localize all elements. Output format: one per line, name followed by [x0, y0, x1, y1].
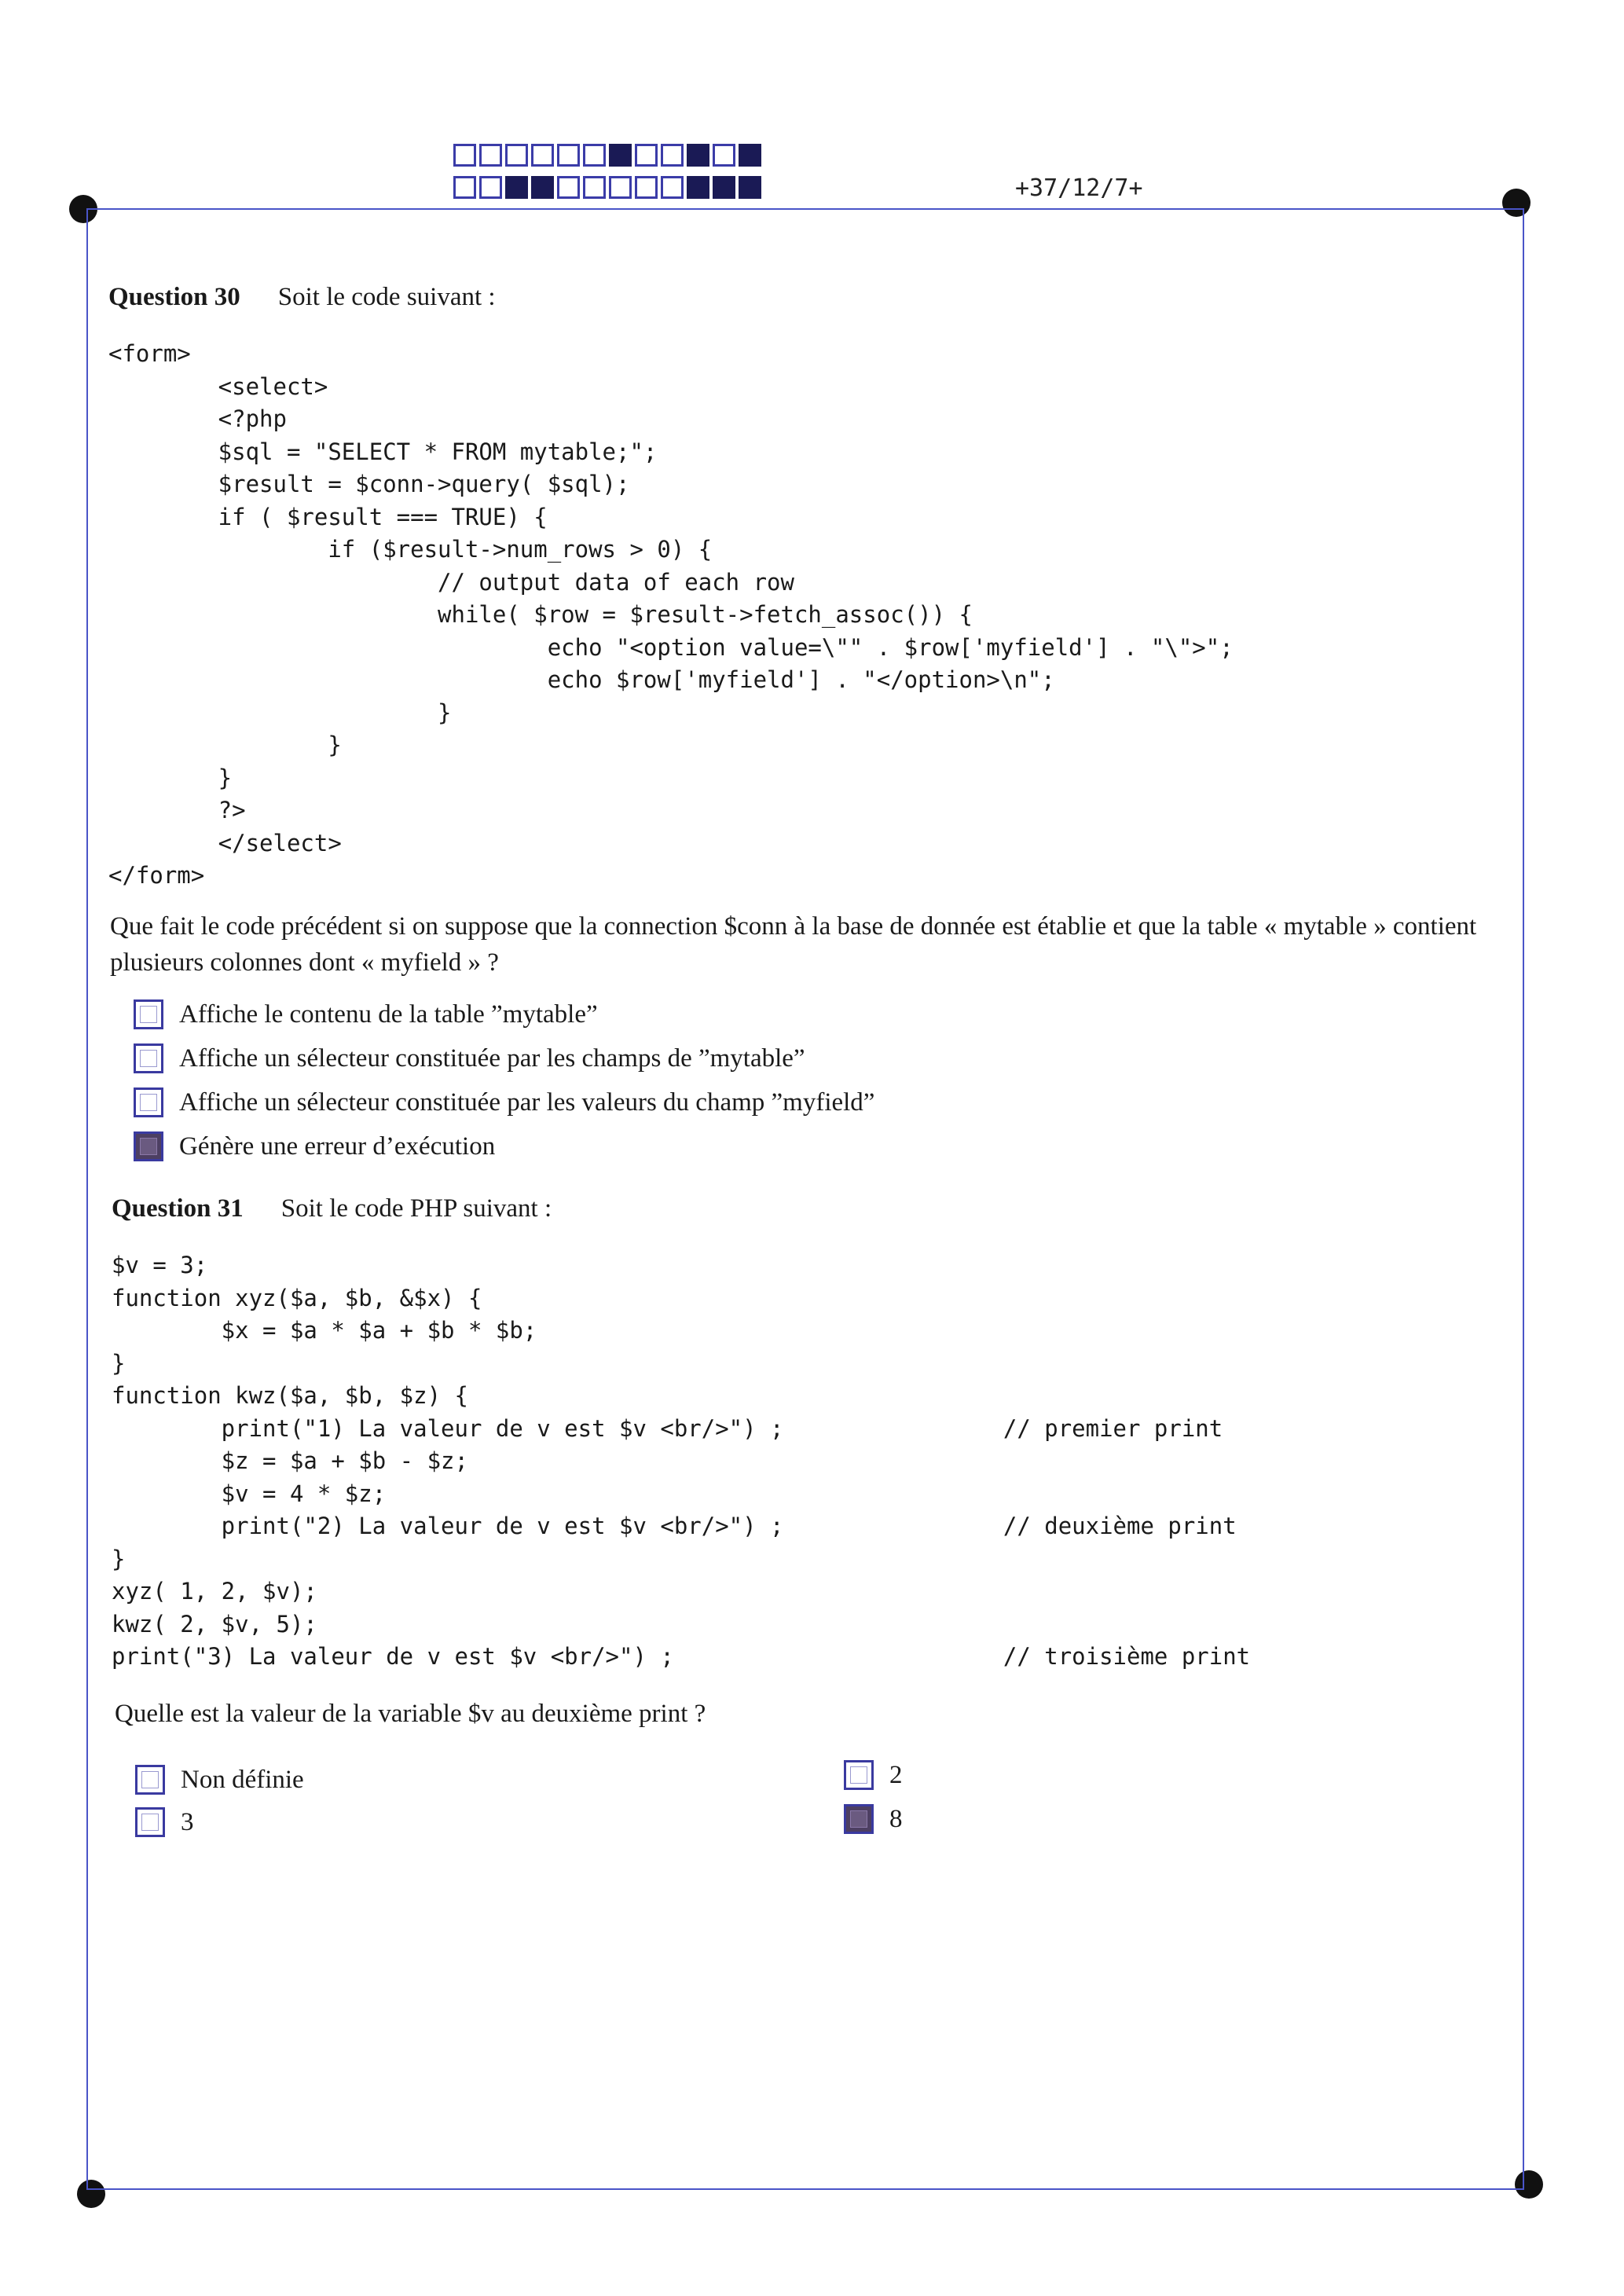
choice-31-c[interactable]	[135, 1807, 194, 1837]
barcode-bit	[453, 144, 476, 167]
barcode-bit	[531, 176, 554, 199]
choice-label: 3	[181, 1807, 194, 1836]
code-block-31: $v = 3; function xyz($a, $b, &$x) { $x = $a * $a + $b * $b; } function kwz($a, $b, $z) { print("1) La valeur de v est $v <br/>") ; // premier print $z = $a + $b - $z; $v = 4 * $z; print("2) La valeur de v est $v <br/>") ; // deuxième print } xyz( 1, 2, $v); kwz( 2, $v, 5); print("3) La valeur de v est $v <br/>") ; // troisième print	[112, 1252, 1251, 1670]
question-intro: Soit le code suivant :	[277, 283, 496, 311]
barcode-bit	[635, 176, 658, 199]
choice-label: Affiche un sélecteur constituée par les champs de ”mytable”	[179, 1043, 805, 1073]
checkbox[interactable]	[134, 999, 163, 1029]
question-31-text: Quelle est la valeur de la variable $v au deuxième print ?	[115, 1700, 706, 1728]
barcode-bit	[661, 176, 684, 199]
barcode-bit	[505, 144, 528, 167]
barcode-bit	[609, 144, 632, 167]
checkbox[interactable]	[844, 1760, 874, 1790]
barcode-bit	[557, 144, 580, 167]
question-number: Question 30	[108, 283, 240, 311]
code-block-30: <form> <select> <?php $sql = "SELECT * FROM mytable;"; $result = $conn->query( $sql); if ( $result === TRUE) { if ($result->num_rows > 0) { // output data of each row while( $row = $result->fetch_assoc()) { echo "<option value=\"" . $row['myfield'] . "\">"; echo $row['myfield'] . "</option>\n"; } } } ?> </select> </form>	[108, 340, 1234, 889]
barcode-bit	[557, 176, 580, 199]
barcode-bit	[453, 176, 476, 199]
checkbox[interactable]	[134, 1131, 163, 1161]
checkbox[interactable]	[844, 1804, 874, 1834]
barcode-bit	[505, 176, 528, 199]
choice-30-c[interactable]	[134, 1087, 874, 1117]
choice-30-d[interactable]	[134, 1131, 495, 1161]
barcode-bit	[713, 144, 735, 167]
checkbox[interactable]	[135, 1765, 165, 1795]
barcode-bit	[739, 176, 761, 199]
choice-30-a[interactable]	[134, 999, 598, 1029]
question-intro: Soit le code PHP suivant :	[280, 1194, 552, 1223]
choice-label: Génère une erreur d’exécution	[179, 1131, 496, 1161]
question-number: Question 31	[112, 1194, 244, 1223]
barcode-bit	[713, 176, 735, 199]
checkbox[interactable]	[135, 1807, 165, 1837]
page-id: +37/12/7+	[1015, 174, 1143, 202]
barcode-bit	[531, 144, 554, 167]
barcode-bit	[739, 144, 761, 167]
barcode-row-1	[453, 144, 764, 167]
barcode-bit	[479, 144, 502, 167]
choice-label: Affiche un sélecteur constituée par les valeurs du champ ”myfield”	[179, 1087, 875, 1117]
checkbox[interactable]	[134, 1043, 163, 1073]
question-30-header	[108, 283, 496, 312]
choice-label: 8	[889, 1804, 903, 1833]
barcode-bit	[661, 144, 684, 167]
question-30-text: Que fait le code précédent si on suppose que la connection $conn à la base de donnée est établie et que la table « mytable » contient plusieurs colonnes dont « myfield » ?	[110, 912, 1477, 977]
choice-label: Affiche le contenu de la table ”mytable”	[179, 999, 598, 1029]
barcode-bit	[609, 176, 632, 199]
choice-31-d[interactable]	[844, 1804, 903, 1834]
barcode-bit	[583, 144, 606, 167]
barcode-bit	[479, 176, 502, 199]
question-31-header	[112, 1194, 552, 1223]
choice-label: 2	[889, 1760, 903, 1789]
barcode-bit	[635, 144, 658, 167]
barcode-row-2	[453, 176, 764, 199]
barcode-bit	[583, 176, 606, 199]
choice-31-a[interactable]	[135, 1765, 304, 1795]
barcode-bit	[687, 144, 709, 167]
barcode-bit	[687, 176, 709, 199]
checkbox[interactable]	[134, 1087, 163, 1117]
choice-30-b[interactable]	[134, 1043, 805, 1073]
choice-label: Non définie	[181, 1765, 304, 1794]
choice-31-b[interactable]	[844, 1760, 903, 1790]
